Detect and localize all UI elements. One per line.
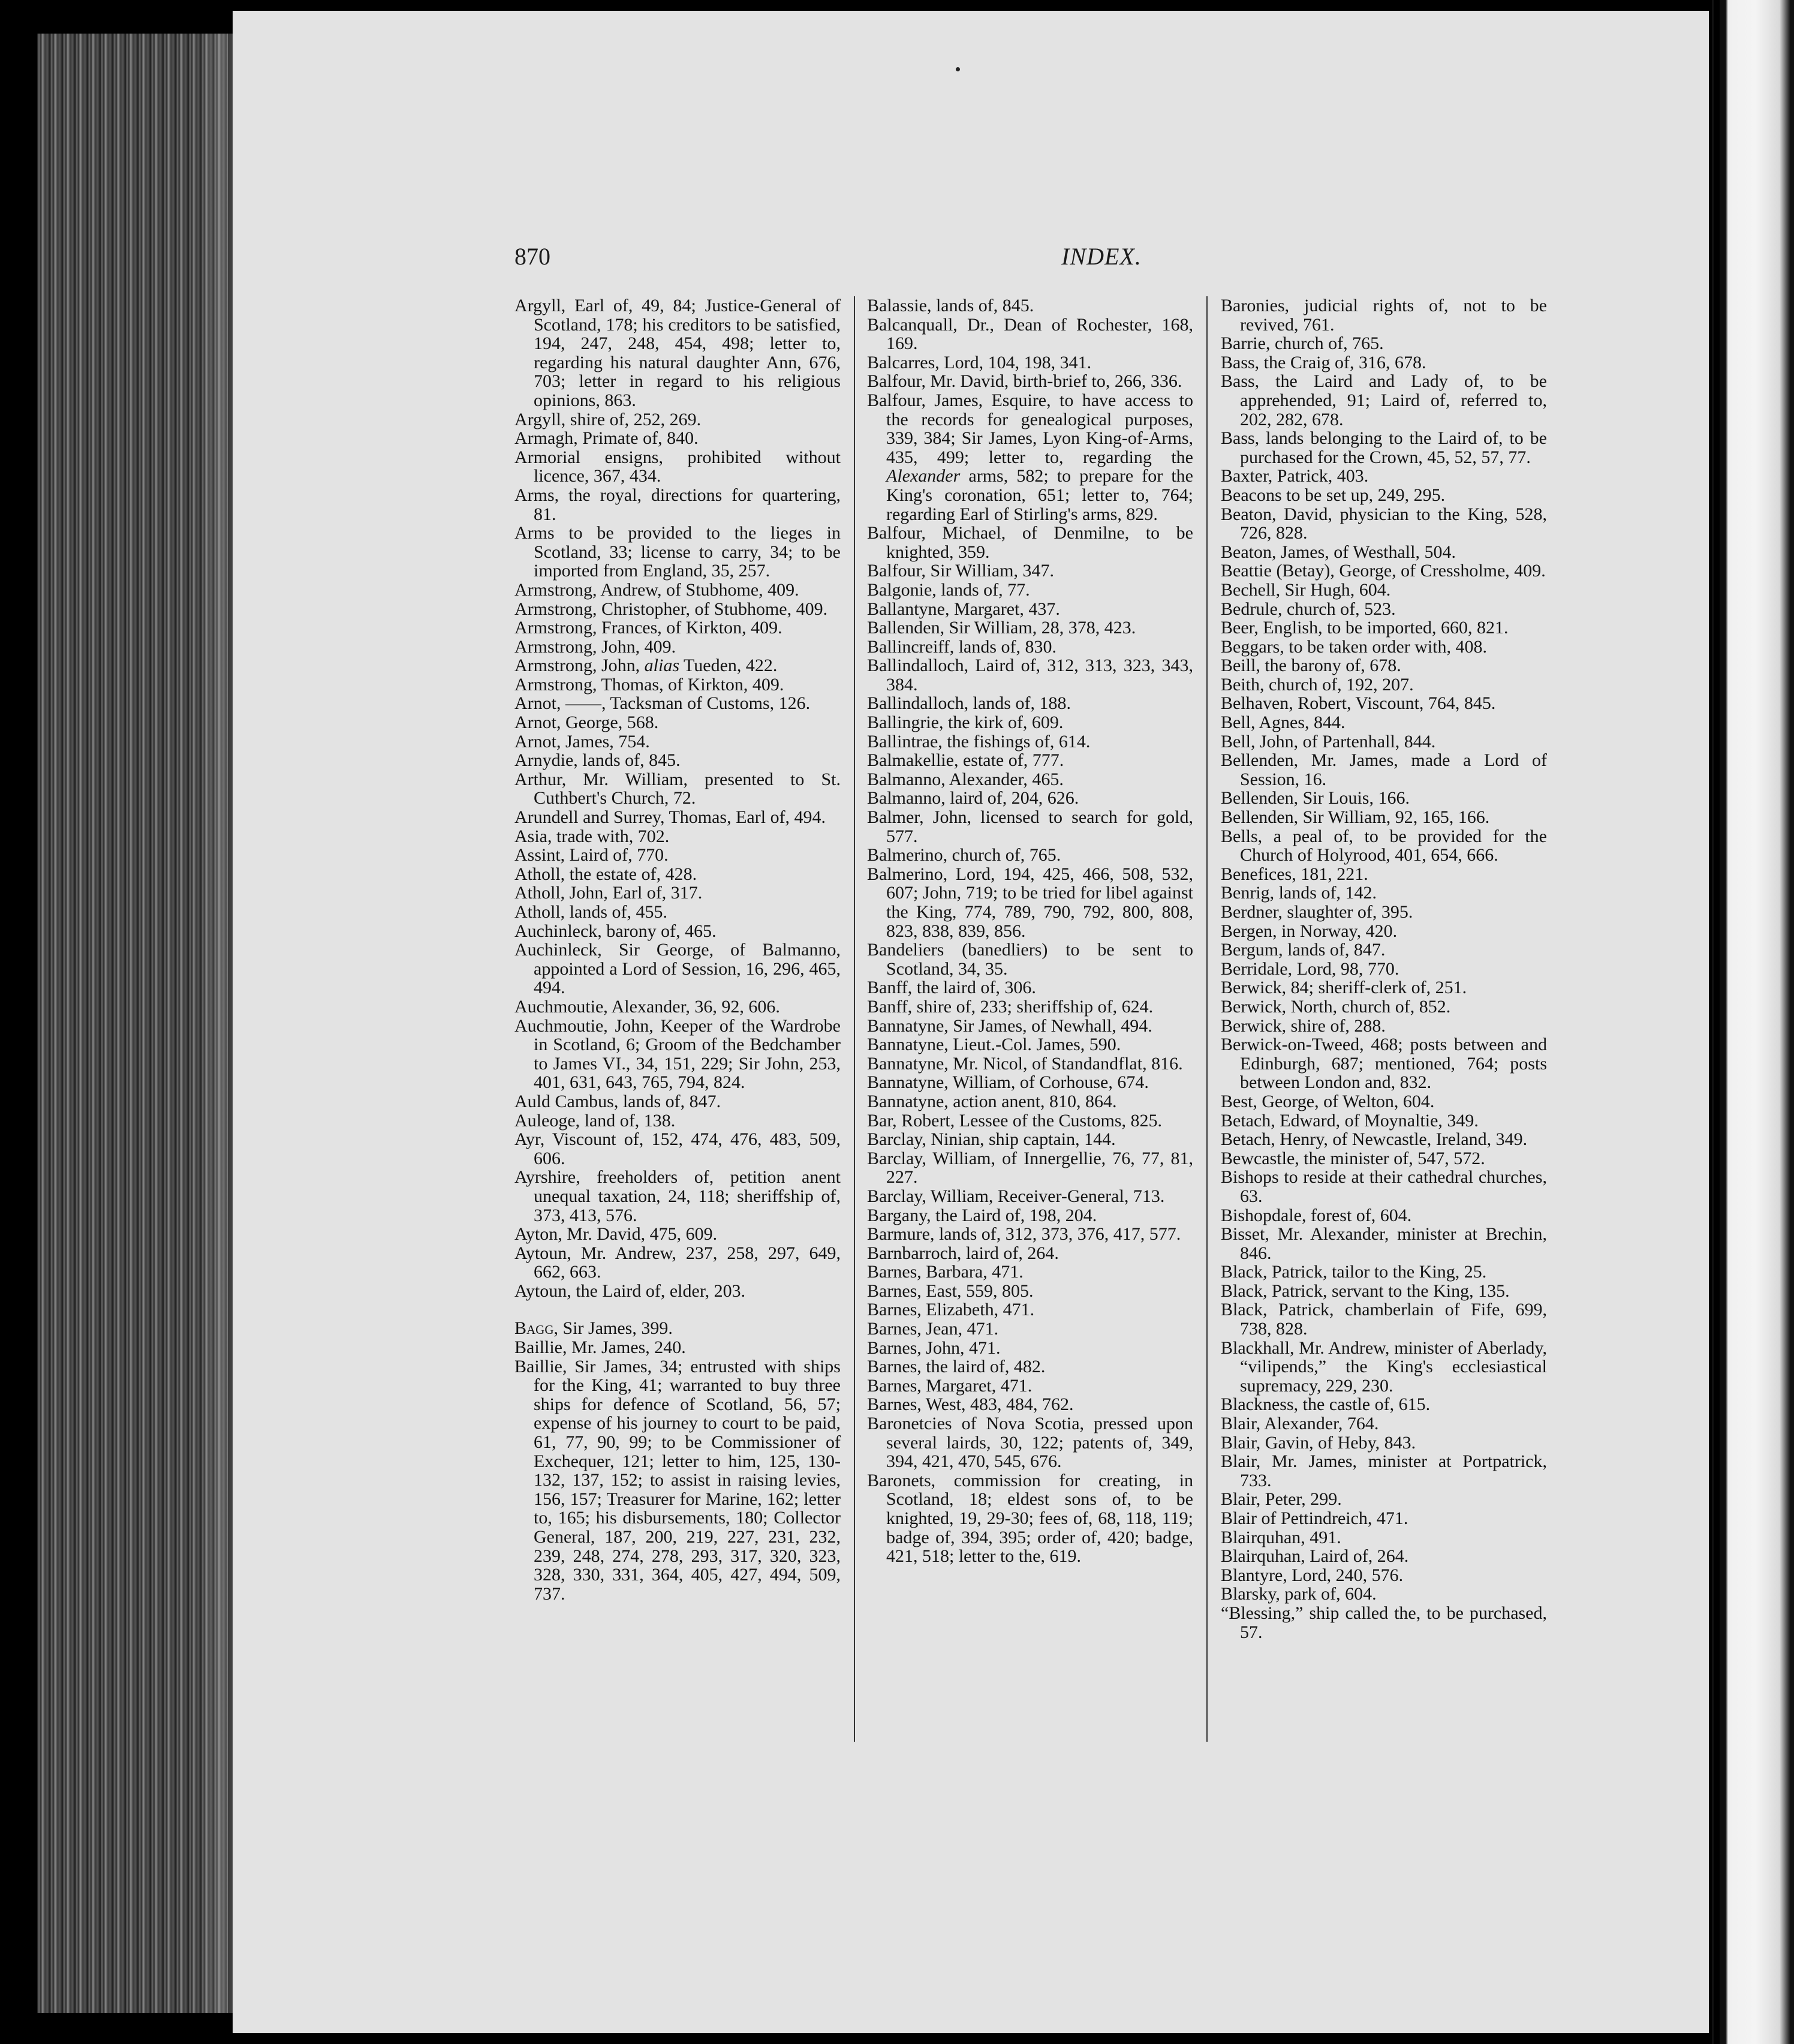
index-entry bbox=[1221, 808, 1547, 827]
index-entry-text: Blair, Gavin, of Heby, 843. bbox=[1221, 1432, 1416, 1453]
index-entry-text: Beer, English, to be imported, 660, 821. bbox=[1221, 618, 1509, 638]
index-entry bbox=[1221, 1130, 1547, 1149]
index-entry bbox=[514, 581, 841, 600]
index-entry bbox=[1221, 486, 1547, 505]
index-entry bbox=[867, 638, 1193, 657]
index-entry bbox=[1221, 1035, 1547, 1092]
index-entry bbox=[514, 675, 841, 695]
index-entry-text: Balmer, John, licensed to search for gold, 577. bbox=[867, 807, 1193, 846]
index-entry-text: Aytoun, the Laird of, elder, 203. bbox=[514, 1280, 746, 1301]
index-entry-text: Beggars, to be taken order with, 408. bbox=[1221, 636, 1488, 657]
index-entry-text: Berwick, shire of, 288. bbox=[1221, 1015, 1386, 1036]
index-entry bbox=[1221, 1452, 1547, 1490]
index-entry-text: Ballantyne, Margaret, 437. bbox=[867, 599, 1060, 619]
index-entry-text: Bellenden, Sir William, 92, 165, 166. bbox=[1221, 807, 1490, 828]
index-entry bbox=[514, 865, 841, 884]
index-entry-text: Auchmoutie, John, Keeper of the Wardrobe in Scotland, 6; Groom of the Bedchamber to James VI., 34, 151, 229; Sir John, 253, 401, 631, 643, 765, 794, 824. bbox=[514, 1015, 841, 1093]
index-entry-text: Bellenden, Sir Louis, 166. bbox=[1221, 788, 1410, 808]
index-entry-text: Balfour, Sir William, 347. bbox=[867, 561, 1055, 581]
index-entry-text: Barnes, West, 483, 484, 762. bbox=[867, 1394, 1074, 1415]
index-entry-text: Bells, a peal of, to be provided for the Church of Holyrood, 401, 654, 666. bbox=[1221, 826, 1547, 865]
index-entry bbox=[514, 524, 841, 581]
index-entry bbox=[1221, 903, 1547, 922]
index-entry-text: Atholl, the estate of, 428. bbox=[514, 864, 697, 884]
page-edge-shadow bbox=[198, 34, 234, 2013]
index-entry-text: Blarsky, park of, 604. bbox=[1221, 1584, 1377, 1604]
index-entry-text: Balmanno, Alexander, 465. bbox=[867, 769, 1064, 789]
index-entry-text: “Blessing,” ship called the, to be purchased, 57. bbox=[1221, 1603, 1547, 1642]
index-entry bbox=[1221, 978, 1547, 997]
index-entry bbox=[1221, 296, 1547, 334]
index-entry bbox=[867, 846, 1193, 865]
index-entry-text: Bar, Robert, Lessee of the Customs, 825. bbox=[867, 1110, 1163, 1131]
facing-page-strip bbox=[1720, 0, 1794, 2044]
index-entry-text: Ayrshire, freeholders of, petition anent unequal taxation, 24, 118; sheriffship of, 373, 413, 576. bbox=[514, 1167, 841, 1225]
index-entry-text: Blair, Peter, 299. bbox=[1221, 1489, 1342, 1510]
index-entry bbox=[867, 618, 1193, 638]
index-entry-text: Bedrule, church of, 523. bbox=[1221, 599, 1396, 619]
index-entry bbox=[1221, 922, 1547, 941]
index-entry bbox=[514, 1225, 841, 1244]
index-entry bbox=[867, 1111, 1193, 1131]
index-entry bbox=[1221, 732, 1547, 752]
index-entry-text: Armstrong, Frances, of Kirkton, 409. bbox=[514, 618, 782, 638]
index-entry bbox=[1221, 1547, 1547, 1566]
index-entry bbox=[514, 656, 841, 675]
index-entry-text: Assint, Laird of, 770. bbox=[514, 845, 669, 865]
index-entry bbox=[514, 429, 841, 448]
index-entry bbox=[1221, 1566, 1547, 1585]
index-entry bbox=[867, 808, 1193, 846]
page-header bbox=[514, 242, 1688, 278]
index-entry-text: Arthur, Mr. William, presented to St. Cuthbert's Church, 72. bbox=[514, 769, 841, 808]
index-entry-text: Baillie, Mr. James, 240. bbox=[514, 1337, 686, 1358]
index-entry bbox=[1221, 1414, 1547, 1433]
index-entry-text: Armstrong, Christopher, of Stubhome, 409. bbox=[514, 599, 828, 619]
index-entry bbox=[867, 1244, 1193, 1263]
index-entry bbox=[1221, 1282, 1547, 1301]
index-entry-before: Balfour, James, Esquire, to have access to the records for genealogical purposes, 339, 384; Sir James, Lyon King-of-Arms, 435, 499; letter to, regarding the bbox=[867, 390, 1193, 467]
index-entry bbox=[867, 1017, 1193, 1036]
index-entry-text: Beaton, David, physician to the King, 528, 726, 828. bbox=[1221, 504, 1547, 543]
index-entry-text: Argyll, shire of, 252, 269. bbox=[514, 409, 702, 429]
index-entry-text: Ballintrae, the fishings of, 614. bbox=[867, 731, 1091, 752]
index-entry-text: Armorial ensigns, prohibited without licence, 367, 434. bbox=[514, 447, 841, 486]
index-entry-text: Bisset, Mr. Alexander, minister at Brechin, 846. bbox=[1221, 1224, 1547, 1263]
index-entry-text: Blair, Alexander, 764. bbox=[1221, 1414, 1379, 1434]
index-entry bbox=[514, 940, 841, 997]
index-entry bbox=[867, 1471, 1193, 1566]
index-column-1 bbox=[514, 296, 841, 1603]
index-entry bbox=[1221, 789, 1547, 808]
index-entry bbox=[867, 1206, 1193, 1225]
index-entry bbox=[514, 1319, 841, 1338]
index-entry bbox=[514, 1357, 841, 1604]
index-entry-text: Arms to be provided to the lieges in Scotland, 33; license to carry, 34; to be imported from England, 35, 257. bbox=[514, 523, 841, 581]
index-entry bbox=[1221, 1433, 1547, 1453]
index-entry-italic: Alexander bbox=[886, 466, 961, 486]
index-entry-text: Auchinleck, barony of, 465. bbox=[514, 921, 717, 941]
index-entry bbox=[1221, 865, 1547, 884]
index-entry-text: Balmerino, Lord, 194, 425, 466, 508, 532, 607; John, 719; to be tried for libel against the King, 774, 789, 790, 792, 800, 808, 823, 838, 839, 856. bbox=[867, 864, 1193, 941]
index-entry bbox=[1221, 960, 1547, 979]
index-entry-text: Barnes, East, 559, 805. bbox=[867, 1280, 1034, 1301]
index-entry bbox=[1221, 883, 1547, 903]
index-entry-text: Auchinleck, Sir George, of Balmanno, appointed a Lord of Session, 16, 296, 465, 494. bbox=[514, 940, 841, 998]
index-entry-before: Armstrong, John, bbox=[514, 656, 645, 676]
index-entry bbox=[1221, 1490, 1547, 1509]
index-entry bbox=[1221, 1509, 1547, 1528]
index-entry bbox=[867, 694, 1193, 713]
index-entry-text: Barmure, lands of, 312, 373, 376, 417, 577. bbox=[867, 1224, 1181, 1245]
index-entry-text: Asia, trade with, 702. bbox=[514, 826, 670, 846]
index-entry bbox=[514, 732, 841, 752]
index-entry bbox=[867, 732, 1193, 752]
index-entry bbox=[1221, 940, 1547, 960]
index-entry bbox=[867, 315, 1193, 353]
index-entry-text: Barnes, Jean, 471. bbox=[867, 1319, 999, 1339]
index-entry-text: Betach, Edward, of Moynaltie, 349. bbox=[1221, 1110, 1479, 1131]
index-entry bbox=[514, 997, 841, 1017]
index-entry bbox=[514, 903, 841, 922]
index-entry bbox=[1221, 1395, 1547, 1414]
index-entry bbox=[514, 1338, 841, 1357]
index-entry-text: Aytoun, Mr. Andrew, 237, 258, 297, 649, 662, 663. bbox=[514, 1243, 841, 1282]
index-entry-text: Ballindalloch, lands of, 188. bbox=[867, 693, 1071, 714]
index-entry bbox=[867, 600, 1193, 619]
index-entry bbox=[1221, 1263, 1547, 1282]
index-entry bbox=[867, 372, 1193, 391]
index-entry bbox=[867, 997, 1193, 1017]
index-entry-text: Barnes, John, 471. bbox=[867, 1337, 1001, 1358]
index-entry bbox=[867, 1282, 1193, 1301]
index-entry bbox=[1221, 1149, 1547, 1168]
index-entry bbox=[1221, 1585, 1547, 1604]
index-entry-text: Balgonie, lands of, 77. bbox=[867, 579, 1030, 600]
index-entry bbox=[1221, 505, 1547, 543]
index-entry-text: Black, Patrick, tailor to the King, 25. bbox=[1221, 1262, 1487, 1282]
index-entry-text: Ballindalloch, Laird of, 312, 313, 323, 343, 384. bbox=[867, 656, 1193, 695]
index-entry-text: Blair of Pettindreich, 471. bbox=[1221, 1508, 1408, 1528]
index-entry-text: Balassie, lands of, 845. bbox=[867, 296, 1034, 315]
index-entry-text: Ayton, Mr. David, 475, 609. bbox=[514, 1224, 718, 1245]
index-entry bbox=[1221, 1604, 1547, 1642]
index-entry bbox=[1221, 618, 1547, 638]
index-entry-text: Benefices, 181, 221. bbox=[1221, 864, 1368, 884]
index-entry bbox=[514, 600, 841, 619]
index-entry-text: Berwick-on-Tweed, 468; posts between and Edinburgh, 687; mentioned, 764; posts between London and, 832. bbox=[1221, 1035, 1547, 1093]
index-entry-text: Bechell, Sir Hugh, 604. bbox=[1221, 579, 1391, 600]
index-entry-text: Black, Patrick, servant to the King, 135. bbox=[1221, 1280, 1510, 1301]
index-entry bbox=[1221, 1528, 1547, 1547]
index-entry bbox=[867, 391, 1193, 524]
index-entry-text: Balfour, Michael, of Denmilne, to be knighted, 359. bbox=[867, 523, 1193, 562]
index-entry-text: Bergum, lands of, 847. bbox=[1221, 940, 1386, 960]
index-entry-text: Berdner, slaughter of, 395. bbox=[1221, 902, 1413, 922]
index-entry bbox=[867, 978, 1193, 997]
index-entry-text: Bell, Agnes, 844. bbox=[1221, 713, 1346, 733]
index-entry bbox=[514, 618, 841, 638]
index-entry bbox=[867, 713, 1193, 732]
index-entry bbox=[1221, 353, 1547, 372]
index-entry-text: Bass, the Craig of, 316, 678. bbox=[1221, 352, 1426, 372]
index-entry-text: Betach, Henry, of Newcastle, Ireland, 349. bbox=[1221, 1129, 1528, 1150]
index-entry bbox=[867, 581, 1193, 600]
index-entry bbox=[514, 808, 841, 827]
index-entry-text: Bannatyne, William, of Corhouse, 674. bbox=[867, 1072, 1149, 1093]
index-entry-text: Bandeliers (banedliers) to be sent to Scotland, 34, 35. bbox=[867, 940, 1193, 979]
index-entry bbox=[867, 770, 1193, 789]
index-entry-text: Balcarres, Lord, 104, 198, 341. bbox=[867, 352, 1092, 372]
index-entry-text: Auld Cambus, lands of, 847. bbox=[514, 1091, 721, 1111]
index-entry-text: Auchmoutie, Alexander, 36, 92, 606. bbox=[514, 996, 780, 1017]
index-entry-text: Armstrong, Thomas, of Kirkton, 409. bbox=[514, 674, 784, 695]
index-entry-text: Blairquhan, 491. bbox=[1221, 1527, 1341, 1547]
index-entry bbox=[514, 1130, 841, 1168]
index-entry-text: Banff, shire of, 233; sheriffship of, 624. bbox=[867, 996, 1154, 1017]
index-entry-text: Baronies, judicial rights of, not to be revived, 761. bbox=[1221, 296, 1547, 335]
index-entry bbox=[867, 1149, 1193, 1187]
index-entry bbox=[1221, 997, 1547, 1017]
index-entry-text: Barnes, Barbara, 471. bbox=[867, 1262, 1024, 1282]
index-entry bbox=[1221, 827, 1547, 865]
index-entry bbox=[1221, 561, 1547, 581]
index-entry-text: Barclay, Ninian, ship captain, 144. bbox=[867, 1129, 1116, 1150]
index-entry-text: Berridale, Lord, 98, 770. bbox=[1221, 958, 1399, 979]
index-entry bbox=[514, 1282, 841, 1301]
index-entry-text: Blair, Mr. James, minister at Portpatrick, 733. bbox=[1221, 1451, 1547, 1490]
index-entry-text: Ballincreiff, lands of, 830. bbox=[867, 636, 1057, 657]
index-entry-text: Baronetcies of Nova Scotia, pressed upon several lairds, 30, 122; patents of, 349, 394, 421, 470, 545, 676. bbox=[867, 1414, 1193, 1472]
index-entry bbox=[867, 1054, 1193, 1074]
index-entry bbox=[1221, 1092, 1547, 1111]
index-entry bbox=[514, 883, 841, 903]
index-entry-text: Balmakellie, estate of, 777. bbox=[867, 750, 1064, 771]
index-entry bbox=[514, 410, 841, 429]
index-entry-text: Armstrong, John, 409. bbox=[514, 636, 676, 657]
index-entry-text: Barnbarroch, laird of, 264. bbox=[867, 1243, 1059, 1263]
index-entry-text: Barnes, Elizabeth, 471. bbox=[867, 1300, 1035, 1320]
index-entry-text: Balcanquall, Dr., Dean of Rochester, 168, 169. bbox=[867, 314, 1193, 354]
index-entry bbox=[514, 638, 841, 657]
index-entry-text: Beith, church of, 192, 207. bbox=[1221, 674, 1414, 695]
index-entry bbox=[1221, 1206, 1547, 1225]
index-entry-text: Barnes, Margaret, 471. bbox=[867, 1375, 1033, 1396]
index-entry-text: Black, Patrick, chamberlain of Fife, 699, 738, 828. bbox=[1221, 1300, 1547, 1339]
index-entry bbox=[514, 1092, 841, 1111]
index-entry-text: Baillie, Sir James, 34; entrusted with ships for the King, 41; warranted to buy three ships for defence of Scotland, 56, 57; expense of his journey to court to be paid, 61, 77, 90, 99; to be Commissioner of Exchequer, 121; letter to him, 125, 130-132, 137, 152; to assist in raising levies, 156, 157; Treasurer for Marine, 162; letter to, 165; his disbursements, 180; Collector General, 187, 200, 219, 227, 231, 232, 239, 248, 274, 278, 293, 317, 320, 323, 328, 330, 331, 364, 405, 427, 494, 509, 737. bbox=[514, 1356, 841, 1604]
index-entry bbox=[1221, 1300, 1547, 1338]
index-entry-text: Bishops to reside at their cathedral churches, 63. bbox=[1221, 1167, 1547, 1206]
column-rule bbox=[854, 296, 855, 1742]
index-entry-text: Barclay, William, of Innergellie, 76, 77, 81, 227. bbox=[867, 1148, 1193, 1188]
index-entry-text: Beaton, James, of Westhall, 504. bbox=[1221, 542, 1456, 562]
index-entry-text: Barnes, the laird of, 482. bbox=[867, 1357, 1046, 1377]
index-entry bbox=[514, 296, 841, 410]
index-entry bbox=[867, 524, 1193, 561]
index-entry bbox=[1221, 429, 1547, 467]
index-entry-text: Armstrong, Andrew, of Stubhome, 409. bbox=[514, 579, 799, 600]
index-entry-text: Ballenden, Sir William, 28, 378, 423. bbox=[867, 618, 1136, 638]
index-entry bbox=[1221, 713, 1547, 732]
index-entry bbox=[514, 1111, 841, 1131]
index-entry bbox=[1221, 1168, 1547, 1206]
index-entry-text: Blackness, the castle of, 615. bbox=[1221, 1394, 1431, 1415]
index-entry-text: Berwick, 84; sheriff-clerk of, 251. bbox=[1221, 978, 1467, 998]
index-entry bbox=[867, 940, 1193, 978]
index-entry bbox=[1221, 581, 1547, 600]
index-entry bbox=[867, 296, 1193, 315]
index-entry bbox=[1221, 543, 1547, 562]
index-column-3 bbox=[1221, 296, 1547, 1642]
index-entry-text: Belhaven, Robert, Viscount, 764, 845. bbox=[1221, 693, 1496, 714]
index-entry-text: Arnot, James, 754. bbox=[514, 731, 650, 752]
index-entry bbox=[514, 486, 841, 524]
index-entry bbox=[514, 922, 841, 941]
index-entry bbox=[1221, 1339, 1547, 1396]
index-entry bbox=[1221, 656, 1547, 675]
index-entry-text: Bannatyne, Mr. Nicol, of Standandflat, 816. bbox=[867, 1053, 1183, 1074]
index-entry bbox=[1221, 1111, 1547, 1131]
index-entry bbox=[514, 846, 841, 865]
index-entry bbox=[867, 1414, 1193, 1471]
index-entry bbox=[867, 1300, 1193, 1319]
index-entry bbox=[1221, 467, 1547, 486]
index-entry bbox=[867, 1339, 1193, 1358]
index-entry-text: Blackhall, Mr. Andrew, minister of Aberlady, “vilipends,” the King's ecclesiastical supremacy, 229, 230. bbox=[1221, 1337, 1547, 1396]
index-entry bbox=[1221, 372, 1547, 429]
index-entry bbox=[867, 1319, 1193, 1339]
index-entry bbox=[1221, 675, 1547, 695]
index-entry-text: Arnot, George, 568. bbox=[514, 713, 659, 733]
index-entry bbox=[867, 751, 1193, 770]
index-entry-text: Bergen, in Norway, 420. bbox=[1221, 921, 1398, 941]
index-entry-text: Bargany, the Laird of, 198, 204. bbox=[867, 1205, 1097, 1225]
index-entry bbox=[867, 1395, 1193, 1414]
index-entry bbox=[867, 1130, 1193, 1149]
index-entry bbox=[1221, 600, 1547, 619]
index-entry bbox=[867, 353, 1193, 372]
index-entry-text: Bannatyne, Sir James, of Newhall, 494. bbox=[867, 1015, 1152, 1036]
index-entry-text: Best, George, of Welton, 604. bbox=[1221, 1091, 1435, 1111]
index-entry bbox=[1221, 334, 1547, 353]
index-entry-after: , Sir James, 399. bbox=[553, 1318, 673, 1339]
index-entry-text: Bewcastle, the minister of, 547, 572. bbox=[1221, 1148, 1485, 1168]
index-entry bbox=[514, 713, 841, 732]
index-entry-text: Balmanno, laird of, 204, 626. bbox=[867, 788, 1079, 808]
index-entry-text: Balmerino, church of, 765. bbox=[867, 845, 1061, 865]
index-entry bbox=[867, 1035, 1193, 1054]
index-entry-text: Armagh, Primate of, 840. bbox=[514, 428, 699, 449]
index-entry bbox=[867, 1092, 1193, 1111]
index-entry-text: Auleoge, land of, 138. bbox=[514, 1110, 676, 1131]
index-entry bbox=[514, 827, 841, 846]
page-number: 870 bbox=[514, 243, 550, 270]
running-head: INDEX. bbox=[1061, 243, 1142, 270]
index-entry-text: Barrie, church of, 765. bbox=[1221, 333, 1384, 354]
index-entry-text: Blairquhan, Laird of, 264. bbox=[1221, 1546, 1409, 1567]
index-entry-text: Bass, the Laird and Lady of, to be apprehended, 91; Laird of, referred to, 202, 282, 678. bbox=[1221, 371, 1547, 429]
index-entry-text: Atholl, lands of, 455. bbox=[514, 902, 667, 922]
index-entry bbox=[1221, 1225, 1547, 1263]
index-entry bbox=[514, 448, 841, 486]
index-entry-text: Banff, the laird of, 306. bbox=[867, 978, 1036, 998]
index-entry-text: Atholl, John, Earl of, 317. bbox=[514, 883, 703, 903]
index-entry-text: Benrig, lands of, 142. bbox=[1221, 883, 1377, 903]
index-entry-italic: alias bbox=[644, 656, 680, 676]
index-entry-text: Bannatyne, Lieut.-Col. James, 590. bbox=[867, 1035, 1121, 1055]
index-entry bbox=[1221, 751, 1547, 789]
index-entry-text: Arnydie, lands of, 845. bbox=[514, 750, 681, 771]
index-entry-text: Blantyre, Lord, 240, 576. bbox=[1221, 1565, 1404, 1585]
column-rule bbox=[1206, 296, 1208, 1742]
index-entry-after: Tueden, 422. bbox=[679, 656, 778, 676]
index-entry-text: Beattie (Betay), George, of Cressholme, 409. bbox=[1221, 561, 1546, 581]
binding-edge bbox=[1712, 0, 1714, 2044]
index-entry-text: Berwick, North, church of, 852. bbox=[1221, 996, 1451, 1017]
index-entry-text: Bellenden, Mr. James, made a Lord of Session, 16. bbox=[1221, 750, 1547, 789]
index-entry bbox=[867, 1187, 1193, 1206]
index-entry-text: Baronets, commission for creating, in Scotland, 18; eldest sons of, to be knighted, 19, 29-30; fees of, 68, 118, 119; badge of, 394, 395; order of, 420; badge, 421, 518; letter to the, 619. bbox=[867, 1470, 1193, 1567]
index-entry bbox=[867, 1376, 1193, 1396]
index-entry bbox=[867, 656, 1193, 694]
index-entry-smallcaps: Bagg bbox=[514, 1318, 554, 1339]
index-column-2 bbox=[867, 296, 1193, 1566]
index-entry-text: Bell, John, of Partenhall, 844. bbox=[1221, 731, 1436, 752]
index-entry-text: Bannatyne, action anent, 810, 864. bbox=[867, 1091, 1117, 1111]
ink-speck bbox=[956, 67, 960, 71]
index-entry bbox=[867, 1357, 1193, 1376]
index-entry bbox=[514, 751, 841, 770]
index-entry-text: Arms, the royal, directions for quartering, 81. bbox=[514, 485, 841, 524]
index-entry-after: arms, 582; to prepare for the King's coronation, 651; letter to, 764; regarding Earl of Stirling's arms, 829. bbox=[886, 466, 1193, 524]
index-entry bbox=[867, 865, 1193, 940]
index-entry bbox=[1221, 638, 1547, 657]
index-entry bbox=[514, 1244, 841, 1282]
index-entry bbox=[514, 770, 841, 808]
index-entry-text: Argyll, Earl of, 49, 84; Justice-General of Scotland, 178; his creditors to be satisfied, 194, 247, 248, 454, 498; letter to, regarding his natural daughter Ann, 676, 703; letter in regard to his religious opinions, 863. bbox=[514, 296, 841, 410]
index-entry bbox=[867, 789, 1193, 808]
index-entry bbox=[514, 1168, 841, 1225]
index-entry-text: Bishopdale, forest of, 604. bbox=[1221, 1205, 1412, 1225]
index-entry bbox=[867, 1225, 1193, 1244]
index-entry bbox=[1221, 694, 1547, 713]
index-entry-text: Bass, lands belonging to the Laird of, to be purchased for the Crown, 45, 52, 57, 77. bbox=[1221, 428, 1547, 467]
index-entry-text: Baxter, Patrick, 403. bbox=[1221, 466, 1369, 486]
index-entry-text: Beill, the barony of, 678. bbox=[1221, 656, 1401, 676]
index-entry bbox=[514, 694, 841, 713]
index-entry bbox=[867, 561, 1193, 581]
index-entry-text: Balfour, Mr. David, birth-brief to, 266, 336. bbox=[867, 371, 1182, 392]
index-entry-text: Beacons to be set up, 249, 295. bbox=[1221, 485, 1446, 505]
index-entry bbox=[867, 1073, 1193, 1092]
index-entry-text: Ballingrie, the kirk of, 609. bbox=[867, 713, 1064, 733]
index-entry bbox=[514, 1017, 841, 1092]
index-entry-text: Arnot, ——, Tacksman of Customs, 126. bbox=[514, 693, 811, 714]
index-entry-text: Ayr, Viscount of, 152, 474, 476, 483, 509, 606. bbox=[514, 1129, 841, 1168]
index-entry bbox=[1221, 1017, 1547, 1036]
index-entry bbox=[867, 1263, 1193, 1282]
index-entry-text: Barclay, William, Receiver-General, 713. bbox=[867, 1186, 1165, 1206]
index-entry-text: Arundell and Surrey, Thomas, Earl of, 494. bbox=[514, 807, 826, 828]
